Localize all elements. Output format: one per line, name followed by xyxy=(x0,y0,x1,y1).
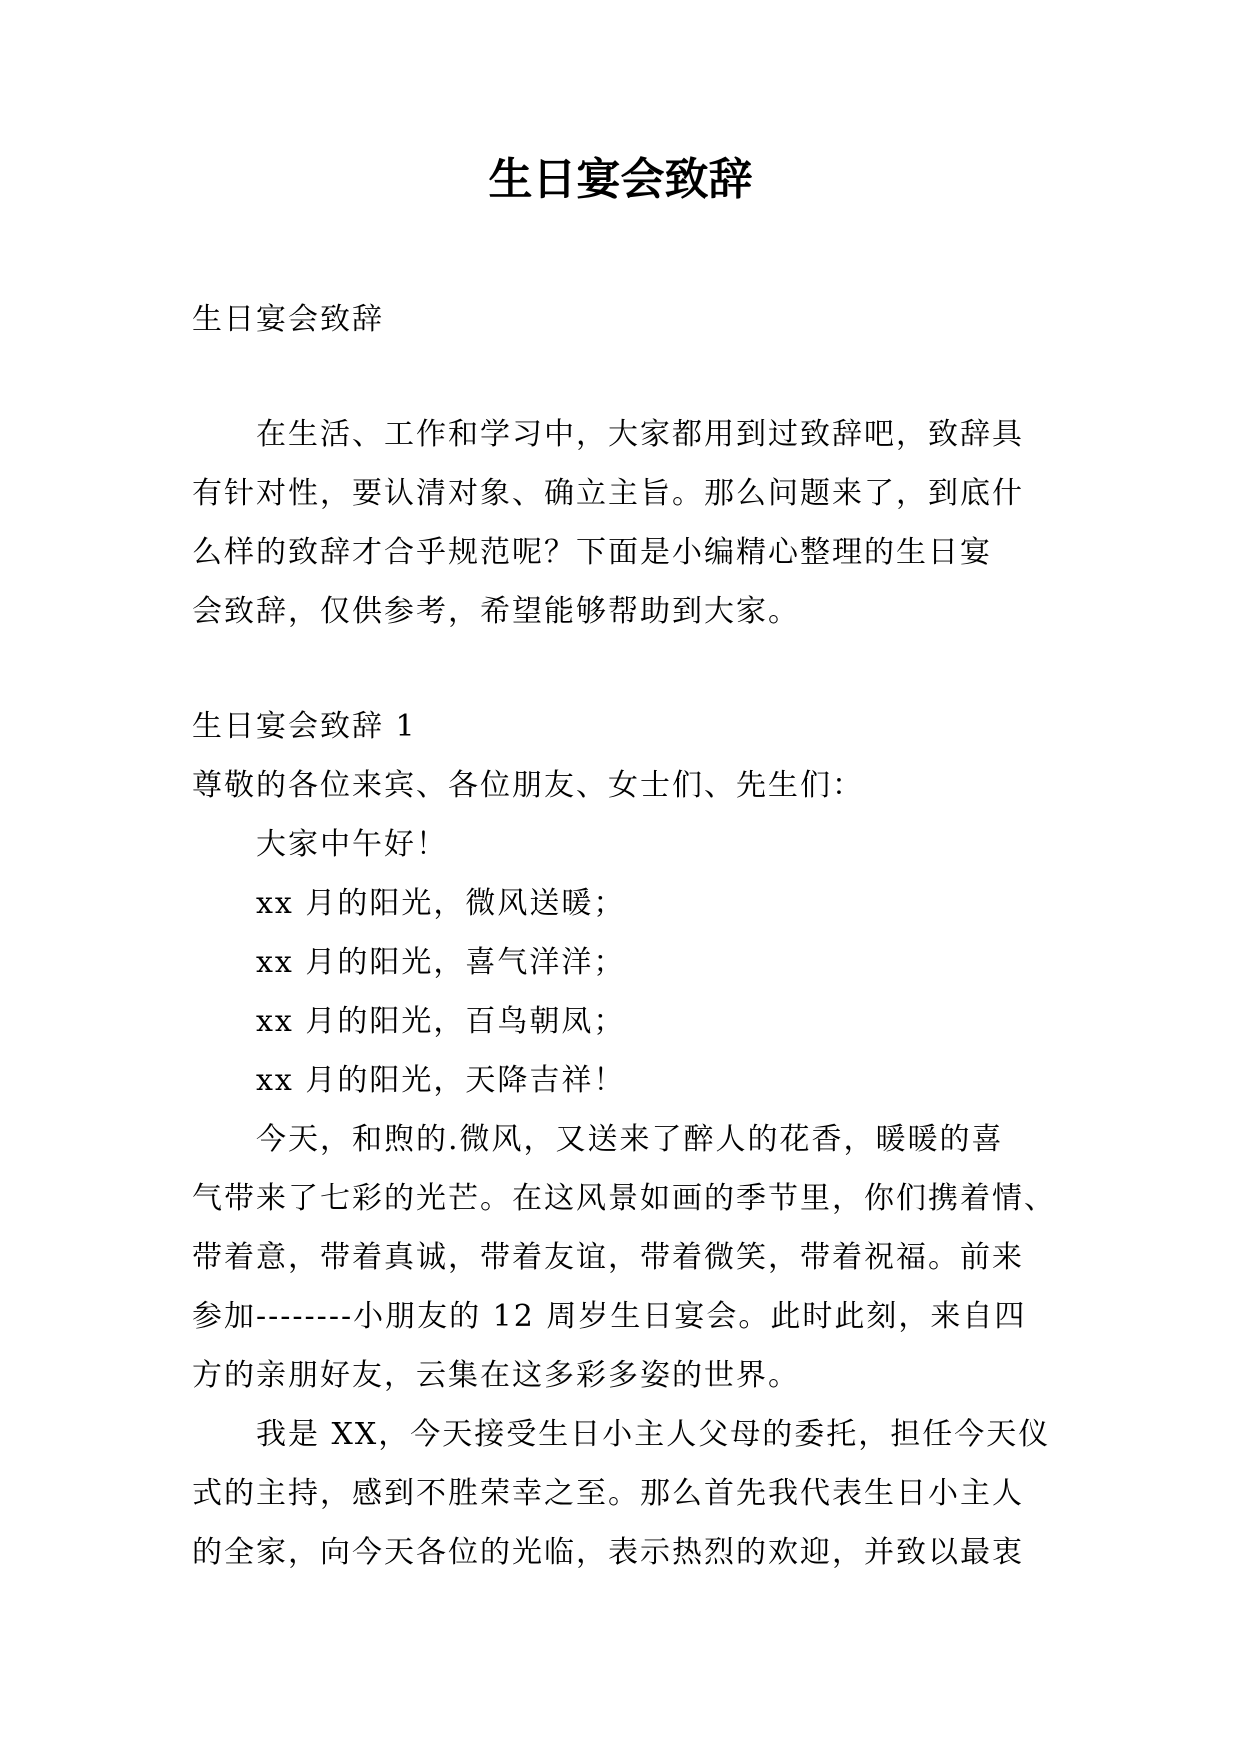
verse-line: xx 月的阳光，天降吉祥！ xyxy=(256,1063,626,1098)
intro-paragraph xyxy=(192,405,1052,641)
verse-line: xx 月的阳光，微风送暖； xyxy=(256,886,626,921)
paragraph-line: 今天，和煦的.微风，又送来了醉人的花香，暖暖的喜 xyxy=(256,1122,1004,1157)
greeting: 大家中午好！ xyxy=(256,827,448,862)
verse-block xyxy=(192,874,1052,1110)
intro-line: 会致辞，仅供参考，希望能够帮助到大家。 xyxy=(192,594,800,629)
subtitle: 生日宴会致辞 xyxy=(192,302,384,337)
paragraph-2 xyxy=(192,1405,1052,1582)
intro-line: 么样的致辞才合乎规范呢？下面是小编精心整理的生日宴 xyxy=(192,535,992,570)
spacer xyxy=(192,349,1052,405)
paragraph-line: 方的亲朋好友，云集在这多彩多姿的世界。 xyxy=(192,1358,800,1393)
verse-line: xx 月的阳光，百鸟朝凤； xyxy=(256,1004,626,1039)
paragraph-1 xyxy=(192,1110,1056,1405)
intro-line: 在生活、工作和学习中，大家都用到过致辞吧，致辞具 xyxy=(256,417,1024,452)
paragraph-line: 带着意，带着真诚，带着友谊，带着微笑，带着祝福。前来 xyxy=(192,1240,1024,1275)
spacer xyxy=(192,641,1052,697)
salutation: 尊敬的各位来宾、各位朋友、女士们、先生们： xyxy=(192,768,864,803)
paragraph-line: 我是 XX，今天接受生日小主人父母的委托，担任今天仪 xyxy=(256,1417,1051,1452)
paragraph-line: 参加--------小朋友的 12 周岁生日宴会。此时此刻，来自四 xyxy=(192,1299,1027,1334)
paragraph-line: 的全家，向今天各位的光临，表示热烈的欢迎，并致以最衷 xyxy=(192,1535,1024,1570)
section-heading: 生日宴会致辞 1 xyxy=(192,709,417,744)
intro-line: 有针对性，要认清对象、确立主旨。那么问题来了，到底什 xyxy=(192,476,1024,511)
verse-line: xx 月的阳光，喜气洋洋； xyxy=(256,945,626,980)
paragraph-line: 气带来了七彩的光芒。在这风景如画的季节里，你们携着情、 xyxy=(192,1181,1056,1216)
document-body xyxy=(192,290,1056,1582)
document-title: 生日宴会致辞 xyxy=(488,154,753,205)
paragraph-line: 式的主持，感到不胜荣幸之至。那么首先我代表生日小主人 xyxy=(192,1476,1024,1511)
